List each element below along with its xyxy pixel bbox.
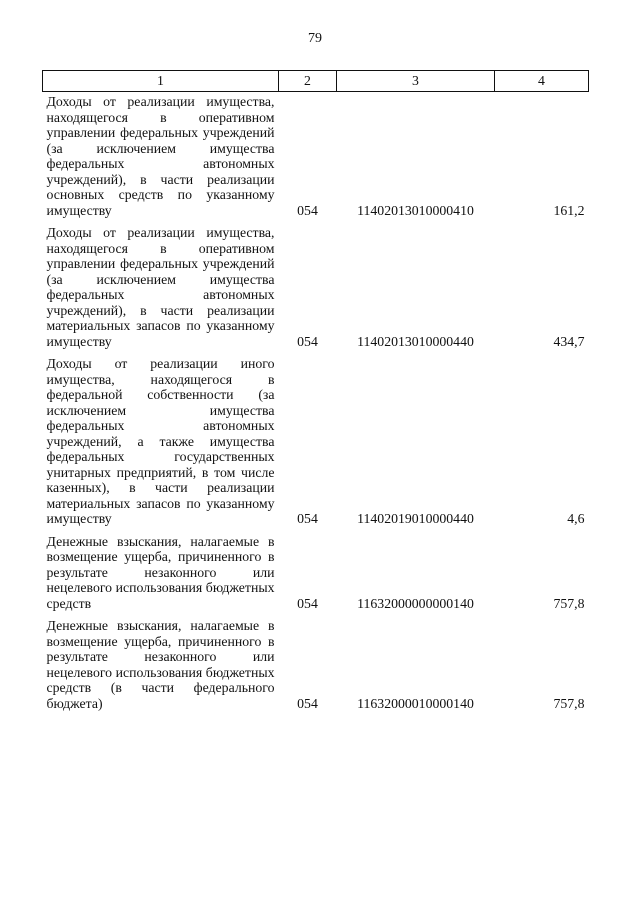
page-number: 79 [308,31,322,46]
row-description: Доходы от реализации иного имущества, находящегося в федеральной собственности (за исключением имущества федеральных автономных учреждений, а также имущества федеральных государственных унитарных предприятий, в том числе казенных), в части реализации материальных запасов по указанному имуществу [46,356,275,526]
row-kbk-code: 11632000000000140 [357,595,474,611]
table-row [43,532,589,617]
row-description: Денежные взыскания, налагаемые в возмещение ущерба, причиненного в результате незаконного или нецелевого использования бюджетных средств [46,533,275,611]
row-admin-code: 054 [297,511,318,526]
table-row [43,354,589,532]
table-row [43,223,589,354]
row-description: Доходы от реализации имущества, находящегося в оперативном управлении федеральных учреждений (за исключением имущества федеральных автономных учреждений), в части реализации основных средств по указанному имуществу [46,94,275,218]
column-header-description: 1 [43,71,279,92]
row-kbk-code: 11402013010000440 [357,333,474,349]
row-amount: 434,7 [553,333,585,349]
table-header-row [43,71,589,92]
column-header-amount: 4 [495,71,589,92]
row-kbk-code: 11402019010000440 [357,511,474,526]
row-description: Денежные взыскания, налагаемые в возмещение ущерба, причиненного в результате незаконного или нецелевого использования бюджетных средств (в части федерального бюджета) [46,618,275,711]
budget-revenue-table [42,70,589,716]
row-kbk-code: 11402013010000410 [357,202,474,218]
row-kbk-code: 11632000010000140 [357,695,474,711]
row-amount: 757,8 [553,695,585,711]
row-admin-code: 054 [297,333,318,349]
table-row [43,92,589,224]
row-amount: 161,2 [553,202,585,218]
column-header-kbk: 3 [337,71,495,92]
table-row [43,616,589,716]
row-amount: 4,6 [567,511,585,526]
row-admin-code: 054 [297,595,318,611]
row-admin-code: 054 [297,695,318,711]
row-amount: 757,8 [553,595,585,611]
row-admin-code: 054 [297,202,318,218]
column-header-admin-code: 2 [279,71,337,92]
row-description: Доходы от реализации имущества, находящегося в оперативном управлении федеральных учреждений (за исключением имущества федеральных автономных учреждений), в части реализации материальных запасов по указанному имуществу [46,225,275,349]
